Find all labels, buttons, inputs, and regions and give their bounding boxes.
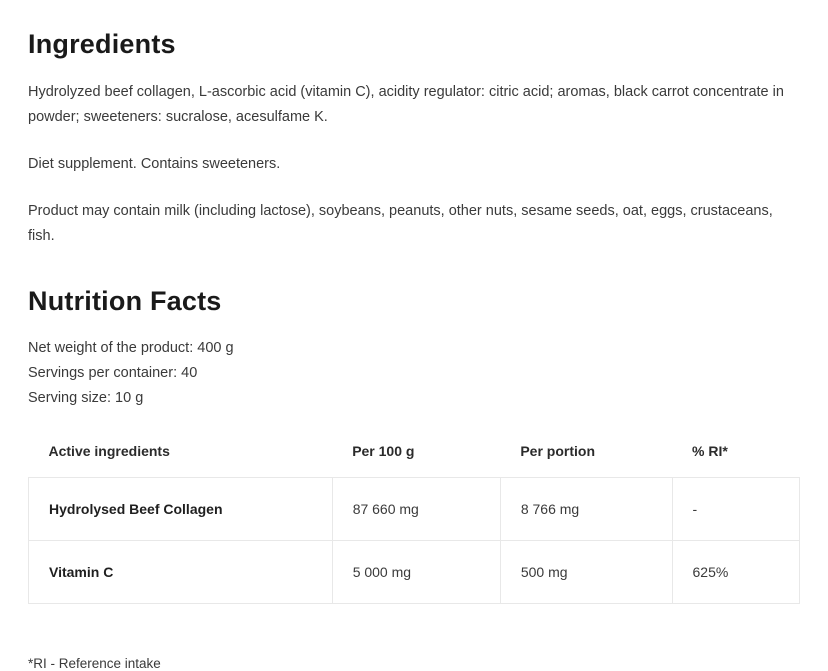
column-header-active-ingredients: Active ingredients xyxy=(29,433,333,478)
ingredient-per-portion: 8 766 mg xyxy=(500,477,672,540)
ingredient-name: Hydrolysed Beef Collagen xyxy=(29,477,333,540)
ingredient-per-100g: 87 660 mg xyxy=(332,477,500,540)
nutrition-facts-heading: Nutrition Facts xyxy=(28,286,222,317)
serving-size-line: Serving size: 10 g xyxy=(28,389,144,406)
ingredient-per-100g: 5 000 mg xyxy=(332,540,500,603)
nutrition-summary xyxy=(28,336,800,411)
table-row xyxy=(29,540,800,603)
column-header-ri: % RI* xyxy=(672,433,799,478)
ingredient-name: Vitamin C xyxy=(29,540,333,603)
ingredient-ri: 625% xyxy=(672,540,799,603)
ingredient-ri: - xyxy=(672,477,799,540)
column-header-per-portion: Per portion xyxy=(500,433,672,478)
net-weight-line: Net weight of the product: 400 g xyxy=(28,339,234,356)
ingredients-paragraph-3: Product may contain milk (including lactose), soybeans, peanuts, other nuts, sesame seeds, oat, eggs, crustaceans, fish. xyxy=(28,203,773,245)
column-header-per-100g: Per 100 g xyxy=(332,433,500,478)
ingredients-heading: Ingredients xyxy=(28,29,176,59)
ingredients-paragraph-2: Diet supplement. Contains sweeteners. xyxy=(28,156,281,173)
servings-per-container-line: Servings per container: 40 xyxy=(28,364,198,381)
table-row xyxy=(29,477,800,540)
table-header-row xyxy=(29,433,800,478)
reference-intake-footnote: *RI - Reference intake xyxy=(28,655,161,671)
ingredient-per-portion: 500 mg xyxy=(500,540,672,603)
ingredients-paragraph-1: Hydrolyzed beef collagen, L-ascorbic acid (vitamin C), acidity regulator: citric acid; aromas, black carrot concentrate in powder; sweeteners: sucralose, acesulfame K. xyxy=(28,84,784,126)
nutrition-table xyxy=(28,433,800,604)
